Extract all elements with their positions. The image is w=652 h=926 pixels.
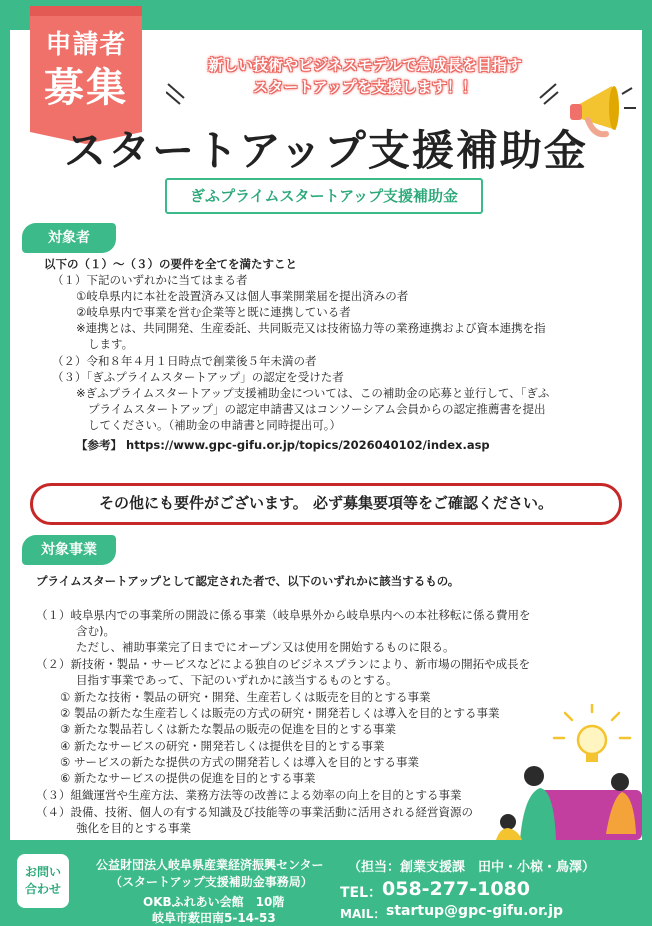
target-line: してください。（補助金の申請書と同時提出可。） [88, 418, 341, 432]
business-line: ① 新たな技術・製品の研究・開発、生産若しくは販売を目的とする事業 [60, 690, 431, 704]
organization-name: 公益財団法人岐阜県産業経済振興センター [96, 858, 324, 872]
staff-contact: （担当：創業支援課 田中・小椋・鳥澤） [348, 860, 596, 875]
reference-url[interactable]: 【参考】 https://www.gpc-gifu.or.jp/topics/2026040102/index.asp [76, 438, 490, 452]
business-line: ただし、補助事業完了日までにオープン又は使用を開始するものに限る。 [76, 640, 455, 654]
business-line: 含む)。 [76, 624, 115, 638]
requirements-notice: その他にも要件がございます。 必ず募集要項等をご確認ください。 [30, 483, 622, 525]
tagline-line2: スタートアップを支援します！！ [253, 78, 477, 96]
business-line: プライムスタートアップとして認定された者で、以下のいずれかに該当するもの。 [36, 574, 460, 588]
business-line: （４）設備、技術、個人の有する知識及び技能等の事業活動に活用される経営資源の [36, 805, 473, 819]
target-line: します。 [88, 337, 134, 351]
business-line: 目指す事業であって、下記のいずれかに該当するものとする。 [76, 673, 398, 687]
business-line: ⑤ サービスの新たな提供の方式の開発若しくは導入を目的とする事業 [60, 755, 419, 769]
business-line: ④ 新たなサービスの研究・開発若しくは提供を目的とする事業 [60, 739, 385, 753]
business-line: 強化を目的とする事業 [76, 821, 191, 835]
business-line: （３）組織運営や生産方法、業務方法等の改善による効率の向上を目的とする事業 [36, 788, 462, 802]
business-line: ② 製品の新たな生産若しくは販売の方式の研究・開発若しくは導入を目的とする事業 [60, 706, 500, 720]
target-line: （１）下記のいずれかに当てはまる者 [52, 273, 248, 287]
target-line: ②岐阜県内で事業を営む企業等と既に連携している者 [76, 305, 351, 319]
target-line: 以下の（１）～（３）の要件を全てを満たすこと [44, 257, 297, 271]
office-name: （スタートアップ支援補助金事務局） [110, 875, 313, 889]
program-name-box: ぎふプライムスタートアップ支援補助金 [165, 178, 483, 214]
lightbulb-icon [496, 704, 642, 840]
tagline [160, 54, 570, 98]
badge-line2: 募集 [44, 65, 128, 111]
tel-number[interactable]: 058-277-1080 [382, 878, 530, 900]
accent-lines-right [536, 82, 560, 106]
business-line: （２）新技術・製品・サービスなどによる独自のビジネスプランにより、新市場の開拓や成長を [36, 657, 531, 671]
contact-badge [17, 854, 69, 908]
target-line: ①岐阜県内に本社を設置済み又は個人事業開業届を提出済みの者 [76, 289, 409, 303]
badge-line1: 申請者 [45, 30, 127, 60]
contact-badge-line1: お問い [24, 865, 61, 879]
target-line: プライムスタートアップ」の認定申請書又はコンソーシアム会員からの認定推薦書を提出 [88, 402, 546, 416]
business-line: ③ 新たな製品若しくは新たな製品の販売の促進を目的とする事業 [60, 722, 396, 736]
target-line: （３）「ぎふプライムスタートアップ」の認定を受けた者 [52, 370, 344, 384]
address-street: 岐阜市薮田南5-14-53 [152, 911, 276, 925]
target-line: （２）令和８年４月１日時点で創業後５年未満の者 [52, 354, 317, 368]
recruitment-badge [30, 6, 142, 132]
accent-lines-left [166, 82, 188, 106]
page-title: スタートアップ支援補助金 [64, 126, 588, 175]
tel-label: TEL： [340, 885, 383, 901]
contact-badge-line2: 合わせ [24, 882, 61, 896]
address-building: OKBふれあい会館 10階 [143, 895, 285, 909]
tagline-line1: 新しい技術やビジネスモデルで急成長を目指す [208, 56, 522, 74]
contact-footer [0, 840, 652, 924]
target-line: ※連携とは、共同開発、生産委託、共同販売又は技術協力等の業務連携および資本連携を指 [76, 321, 546, 335]
target-section-tag: 対象者 [22, 223, 116, 253]
business-section-tag: 対象事業 [22, 535, 116, 565]
target-line: ※ぎふプライムスタートアップ支援補助金については、この補助金の応募と並行して、「ぎふ [76, 386, 550, 400]
business-line: （１）岐阜県内での事業所の開設に係る事業（岐阜県外から岐阜県内への本社移転に係る費用を [36, 608, 531, 622]
business-line: ⑥ 新たなサービスの提供の促進を目的とする事業 [60, 771, 316, 785]
mail-address[interactable]: startup@gpc-gifu.or.jp [386, 903, 564, 919]
mail-label: MAIL： [340, 907, 386, 921]
